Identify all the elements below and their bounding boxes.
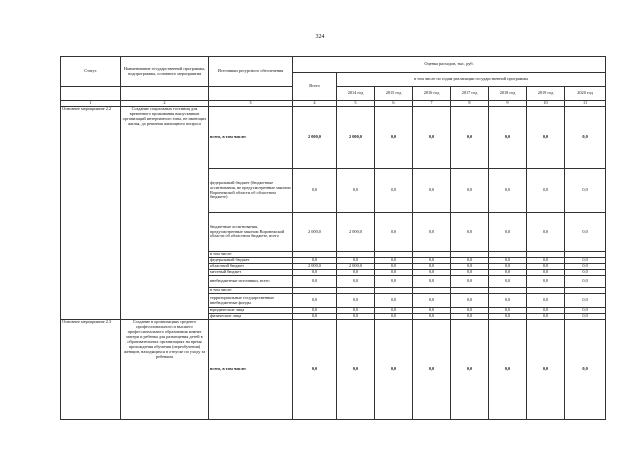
total-value-cell: 0,0 xyxy=(293,308,337,314)
column-number: 6 xyxy=(375,101,413,107)
column-number: 3 xyxy=(209,101,293,107)
year-value-cell: 0,0 xyxy=(565,107,606,169)
year-value-cell: 0,0 xyxy=(337,276,375,288)
year-value-cell: 0,0 xyxy=(451,270,489,276)
year-value-cell: 0,0 xyxy=(565,320,606,420)
year-value-cell: 0,0 xyxy=(565,308,606,314)
year-value-cell: 0,0 xyxy=(413,107,451,169)
year-value-cell: 0,0 xyxy=(489,258,527,264)
status-cell: Основное мероприятие 2.2 xyxy=(61,107,121,320)
total-value-cell: 0,0 xyxy=(293,258,337,264)
source-cell: всего, в том числе: xyxy=(209,320,293,420)
year-value-cell: 0,0 xyxy=(451,213,489,252)
year-value-cell: 0,0 xyxy=(527,270,565,276)
source-cell: в том числе: xyxy=(209,252,293,258)
table-body xyxy=(61,107,606,420)
header-blank xyxy=(61,87,121,101)
column-number: 5 xyxy=(337,101,375,107)
header-source: Источники ресурсного обеспечения xyxy=(209,57,293,87)
column-number: 9 xyxy=(489,101,527,107)
year-value-cell: 0,0 xyxy=(527,107,565,169)
total-value-cell: 0,0 xyxy=(293,169,337,213)
year-value-cell: 2 000,0 xyxy=(337,107,375,169)
total-value-cell: 0,0 xyxy=(293,320,337,420)
year-value-cell: 0,0 xyxy=(527,213,565,252)
year-value-cell: 0,0 xyxy=(527,276,565,288)
year-value-cell: 0,0 xyxy=(451,294,489,308)
year-value-cell: 0,0 xyxy=(489,270,527,276)
source-cell: всего, в том числе: xyxy=(209,107,293,169)
header-blank xyxy=(121,87,209,101)
header-year: 2019 год xyxy=(527,87,565,101)
year-value-cell: 0,0 xyxy=(527,258,565,264)
year-value-cell: 0,0 xyxy=(565,294,606,308)
year-value-cell: 0,0 xyxy=(565,270,606,276)
year-value-cell: 0,0 xyxy=(375,264,413,270)
year-value-cell: 0,0 xyxy=(413,294,451,308)
year-value-cell: 0,0 xyxy=(413,270,451,276)
column-number: 11 xyxy=(565,101,606,107)
year-value-cell: 0,0 xyxy=(451,314,489,320)
year-value-cell: 0,0 xyxy=(527,308,565,314)
table-header xyxy=(61,57,606,107)
total-value-cell: 0,0 xyxy=(293,294,337,308)
status-cell: Основное мероприятие 2.3 xyxy=(61,320,121,420)
year-value-cell: 0,0 xyxy=(527,169,565,213)
header-blank xyxy=(209,87,293,101)
year-value-cell: 0,0 xyxy=(375,308,413,314)
year-value-cell: 0,0 xyxy=(375,294,413,308)
column-number: 2 xyxy=(121,101,209,107)
year-value-cell: 0,0 xyxy=(337,314,375,320)
source-cell: в том числе: xyxy=(209,288,293,294)
year-value-cell: 0,0 xyxy=(489,213,527,252)
year-value-cell: 0,0 xyxy=(451,264,489,270)
year-value-cell: 0,0 xyxy=(337,294,375,308)
source-cell: бюджетные ассигнования, предусмотренные законом Воронежской области об областном бюджете, всего xyxy=(209,213,293,252)
column-number: 7 xyxy=(413,101,451,107)
year-value-cell: 0,0 xyxy=(527,264,565,270)
year-value-cell: 0,0 xyxy=(413,314,451,320)
year-value-cell: 0,0 xyxy=(451,107,489,169)
source-cell: внебюджетные источники, всего xyxy=(209,276,293,288)
year-value-cell: 0,0 xyxy=(489,169,527,213)
year-value-cell: 0,0 xyxy=(413,320,451,420)
year-value-cell: 0,0 xyxy=(527,314,565,320)
year-value-cell: 0,0 xyxy=(489,314,527,320)
header-year: 2016 год xyxy=(413,87,451,101)
year-value-cell: 0,0 xyxy=(413,308,451,314)
year-value-cell: 0,0 xyxy=(375,258,413,264)
header-by-years: в том числе по годам реализации государственной программы xyxy=(337,73,606,87)
source-cell: физические лица xyxy=(209,314,293,320)
year-value-cell: 0,0 xyxy=(527,320,565,420)
header-total: Всего xyxy=(293,73,337,101)
total-value-cell: 0,0 xyxy=(293,314,337,320)
year-value-cell: 0,0 xyxy=(413,169,451,213)
year-value-cell: 0,0 xyxy=(413,276,451,288)
year-value-cell: 0,0 xyxy=(413,213,451,252)
source-cell: федеральный бюджет xyxy=(209,258,293,264)
year-value-cell: 0,0 xyxy=(565,264,606,270)
year-value-cell: 0,0 xyxy=(375,320,413,420)
year-value-cell: 0,0 xyxy=(489,276,527,288)
year-value-cell: 2 000,0 xyxy=(337,264,375,270)
year-value-cell: 0,0 xyxy=(489,320,527,420)
page-number: 324 xyxy=(315,34,325,40)
year-value-cell: 0,0 xyxy=(527,294,565,308)
source-cell: юридические лица xyxy=(209,308,293,314)
year-value-cell: 0,0 xyxy=(375,213,413,252)
column-number: 10 xyxy=(527,101,565,107)
year-value-cell: 0,0 xyxy=(489,308,527,314)
year-value-cell: 0,0 xyxy=(489,264,527,270)
budget-table xyxy=(60,56,606,420)
year-value-cell: 0,0 xyxy=(375,270,413,276)
header-estimate: Оценка расходов, тыс. руб. xyxy=(293,57,606,73)
year-value-cell: 0,0 xyxy=(489,107,527,169)
year-value-cell: 0,0 xyxy=(337,320,375,420)
table-row xyxy=(61,107,606,169)
source-cell: федеральный бюджет (бюджетные ассигнования, не предусмотренные законом Воронежской области об областном бюджете) xyxy=(209,169,293,213)
year-value-cell: 0,0 xyxy=(337,169,375,213)
column-number: 1 xyxy=(61,101,121,107)
year-value-cell: 0,0 xyxy=(413,258,451,264)
program-name-cell: Создание социальных гостиниц для временного проживания выпускников организаций интернатного типа, не имеющих жилья, до решения жилищного вопроса xyxy=(121,107,209,320)
year-value-cell: 0,0 xyxy=(565,169,606,213)
year-value-cell: 0,0 xyxy=(565,213,606,252)
source-cell: областной бюджет xyxy=(209,264,293,270)
year-value-cell: 0,0 xyxy=(375,276,413,288)
source-cell: местный бюджет xyxy=(209,270,293,276)
year-value-cell: 0,0 xyxy=(375,314,413,320)
source-cell: территориальные государственные внебюджетные фонды xyxy=(209,294,293,308)
year-value-cell: 0,0 xyxy=(337,258,375,264)
header-year: 2014 год xyxy=(337,87,375,101)
header-year: 2018 год xyxy=(489,87,527,101)
total-value-cell: 2 000,0 xyxy=(293,107,337,169)
year-value-cell: 0,0 xyxy=(337,270,375,276)
total-value-cell: 2 000,0 xyxy=(293,213,337,252)
year-value-cell: 0,0 xyxy=(451,258,489,264)
year-value-cell: 0,0 xyxy=(375,107,413,169)
total-value-cell: 0,0 xyxy=(293,276,337,288)
program-name-cell: Создание в организациях среднего профессионального и высшего профессионального образования комнат матери и ребенка для размещения детей в образовательных организациях на время прохождения обучения (переобучения) женщин, находящихся в отпуске по уходу за ребенком xyxy=(121,320,209,420)
header-year: 2020 год xyxy=(565,87,606,101)
year-value-cell: 0,0 xyxy=(375,169,413,213)
year-value-cell: 0,0 xyxy=(451,308,489,314)
table-row xyxy=(61,320,606,420)
year-value-cell: 0,0 xyxy=(451,320,489,420)
year-value-cell: 0,0 xyxy=(337,308,375,314)
total-value-cell: 0,0 xyxy=(293,270,337,276)
year-value-cell: 0,0 xyxy=(413,264,451,270)
year-value-cell: 0,0 xyxy=(565,276,606,288)
year-value-cell: 0,0 xyxy=(451,169,489,213)
header-year: 2017 год xyxy=(451,87,489,101)
header-status: Статус xyxy=(61,57,121,87)
year-value-cell: 0,0 xyxy=(451,276,489,288)
header-program-name: Наименование государственной программы, подпрограммы, основного мероприятия xyxy=(121,57,209,87)
header-year: 2015 год xyxy=(375,87,413,101)
year-value-cell: 2 000,0 xyxy=(337,213,375,252)
year-value-cell: 0,0 xyxy=(489,294,527,308)
year-value-cell: 0,0 xyxy=(565,258,606,264)
total-value-cell: 2 000,0 xyxy=(293,264,337,270)
year-value-cell: 0,0 xyxy=(565,314,606,320)
column-number: 8 xyxy=(451,101,489,107)
column-number: 4 xyxy=(293,101,337,107)
